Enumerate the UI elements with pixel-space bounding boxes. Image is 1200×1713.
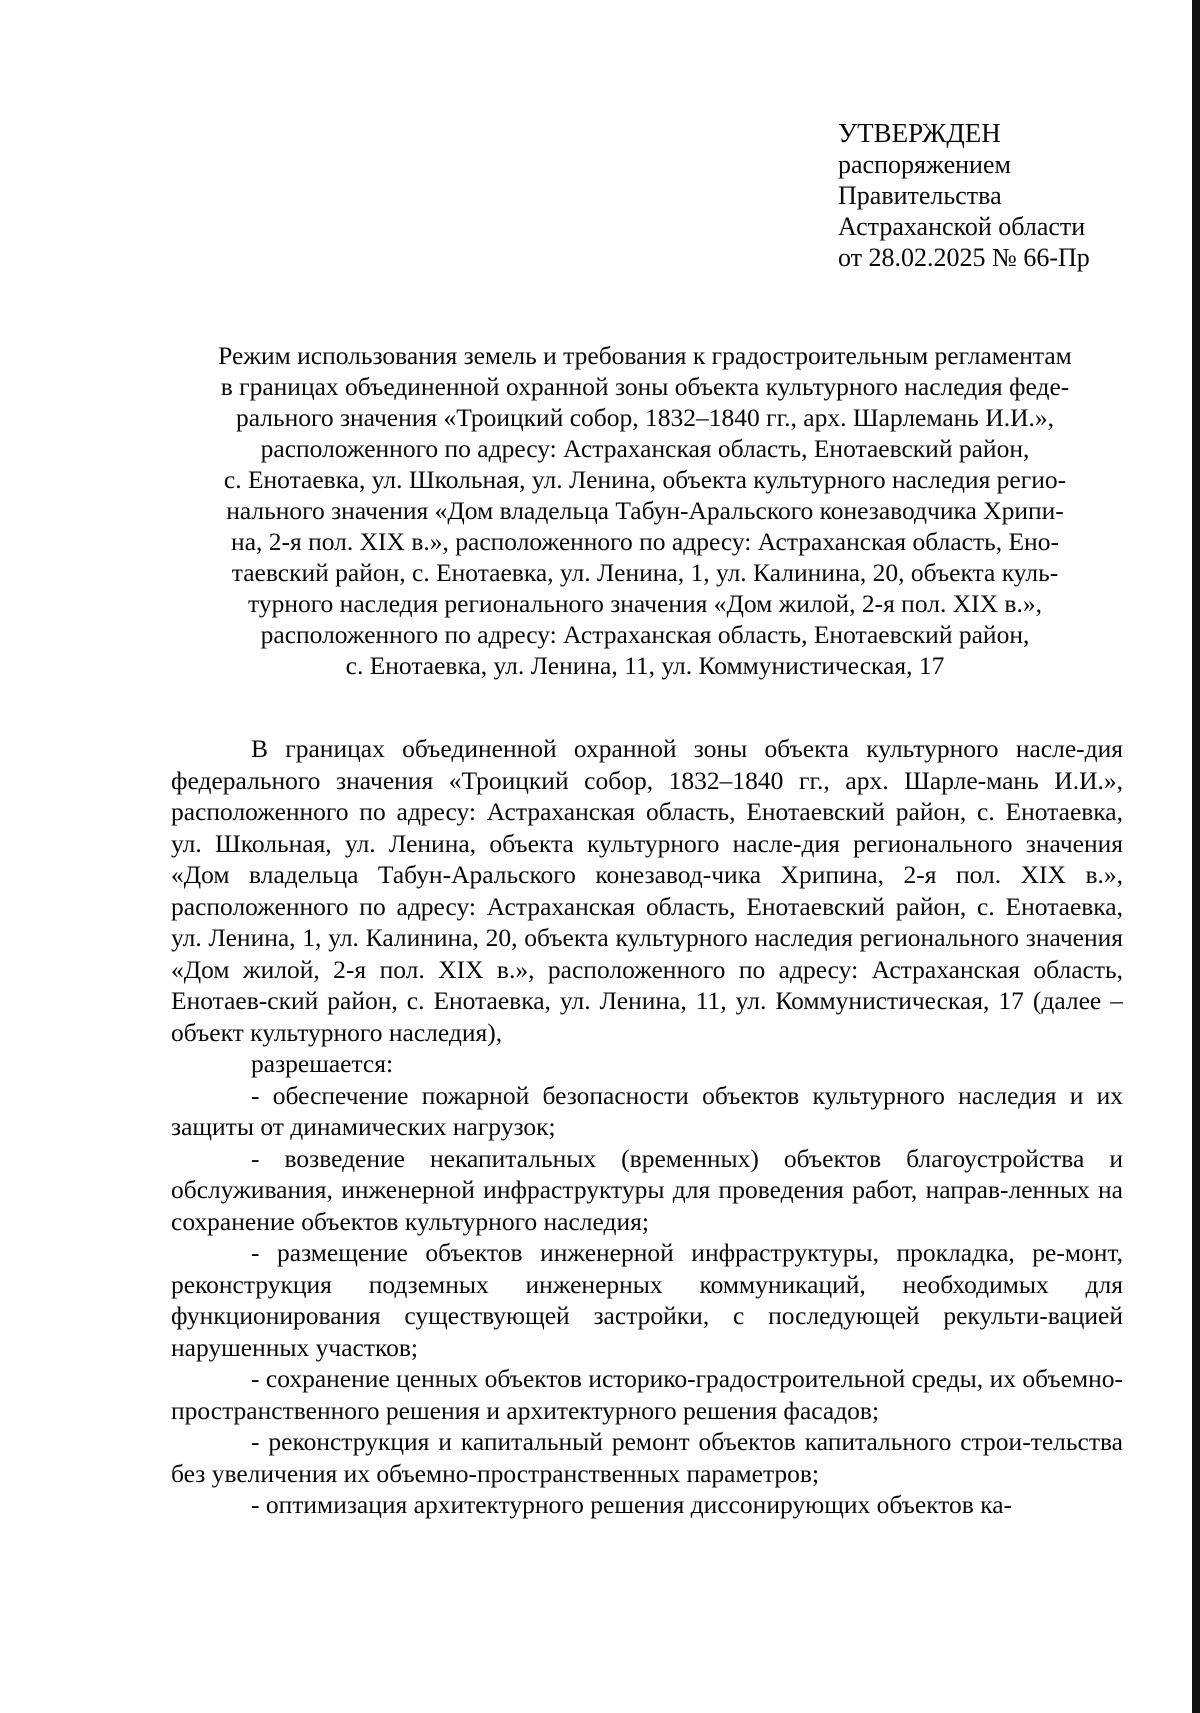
approval-date-number: от 28.02.2025 № 66-Пр <box>838 243 1090 272</box>
list-item: - сохранение ценных объектов историко-градостроительной среды, их объемно-пространственного решения и архитектурного решения фасадов; <box>171 1364 1123 1425</box>
approval-line: распоряжением <box>838 150 1011 179</box>
title-line: турного наследия регионального значения «Дом жилой, 2-я пол. XIX в.», <box>248 589 1042 618</box>
title-line: расположенного по адресу: Астраханская область, Енотаевский район, <box>260 434 1030 463</box>
approval-stamp <box>838 118 1178 273</box>
document-title <box>170 340 1120 681</box>
title-line: расположенного по адресу: Астраханская область, Енотаевский район, <box>260 620 1030 649</box>
document-body <box>171 733 1123 1521</box>
list-item: - возведение некапитальных (временных) объектов благоустройства и обслуживания, инженерной инфраструктуры для проведения работ, направ-ленных на сохранение объектов культурного наследия; <box>171 1143 1123 1236</box>
intro-paragraph: В границах объединенной охранной зоны объекта культурного насле-дия федерального значения «Троицкий собор, 1832–1840 гг., арх. Шарле-мань И.И.», расположенного по адресу: Астраханская область, Енотаевский район, с. Енотаевка, ул. Школьная, ул. Ленина, объекта культурного насле-дия регионального значения «Дом владельца Табун-Аральского конезавод-чика Хрипина, 2-я пол. XIX в.», расположенного по адресу: Астраханская область, Енотаевский район, с. Енотаевка, ул. Ленина, 1, ул. Калинина, 20, объекта культурного наследия регионального значения «Дом жилой, 2-я пол. XIX в.», расположенного по адресу: Астраханская область, Енотаев-ский район, с. Енотаевка, ул. Ленина, 11, ул. Коммунистическая, 17 (далее – объект культурного наследия), <box>171 734 1123 1047</box>
title-line: в границах объединенной охранной зоны объекта культурного наследия феде- <box>220 372 1070 401</box>
list-item: - обеспечение пожарной безопасности объектов культурного наследия и их защиты от динамических нагрузок; <box>171 1080 1123 1141</box>
title-line: с. Енотаевка, ул. Ленина, 11, ул. Коммунистическая, 17 <box>345 651 945 680</box>
approval-line: Астраханской области <box>838 212 1086 241</box>
scan-edge-border <box>1192 0 1200 1713</box>
list-item: - размещение объектов инженерной инфраструктуры, прокладка, ре-монт, реконструкция подземных инженерных коммуникаций, необходимых для функционирования существующей застройки, с последующей рекульти-вацией нарушенных участков; <box>171 1238 1123 1362</box>
title-line: на, 2-я пол. XIX в.», расположенного по адресу: Астраханская область, Ено- <box>231 527 1059 556</box>
list-item: - оптимизация архитектурного решения диссонирующих объектов ка- <box>251 1490 1013 1519</box>
title-line: таевский район, с. Енотаевка, ул. Ленина, 1, ул. Калинина, 20, объекта куль- <box>231 558 1059 587</box>
title-line: Режим использования земель и требования к градостроительным регламентам <box>218 341 1072 370</box>
title-line: нального значения «Дом владельца Табун-Аральского конезаводчика Хрипи- <box>226 496 1064 525</box>
title-line: рального значения «Троицкий собор, 1832–1840 гг., арх. Шарлемань И.И.», <box>235 403 1055 432</box>
approval-line: Правительства <box>838 181 1002 210</box>
list-item: - реконструкция и капитальный ремонт объектов капитального строи-тельства без увеличения их объемно-пространственных параметров; <box>171 1427 1123 1488</box>
approval-heading: УТВЕРЖДЕН <box>838 118 1001 148</box>
title-line: с. Енотаевка, ул. Школьная, ул. Ленина, объекта культурного наследия регио- <box>223 465 1067 494</box>
allowed-label: разрешается: <box>251 1049 394 1078</box>
